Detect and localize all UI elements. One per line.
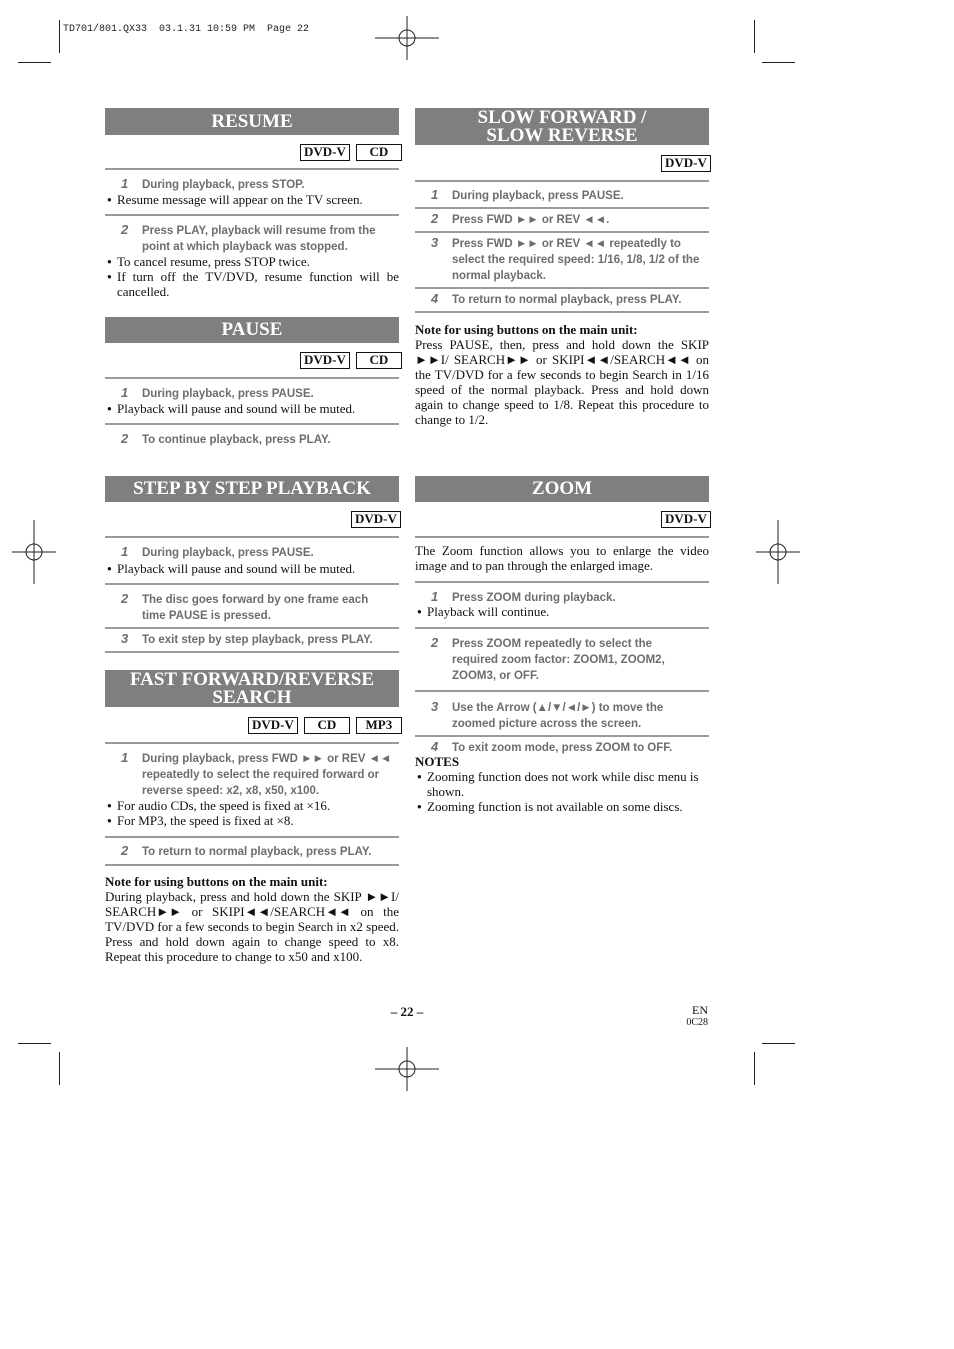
step-number: 3 (431, 699, 439, 714)
badge-dvd-v: DVD-V (661, 155, 711, 172)
step-number: 1 (121, 385, 129, 400)
registration-mark-icon (2, 520, 66, 584)
step-number: 1 (431, 589, 439, 604)
step-text: During playback, press PAUSE. (142, 388, 314, 400)
step-text: To return to normal playback, press PLAY. (452, 294, 682, 306)
divider (105, 836, 399, 838)
step-text: Use the Arrow (▲/▼/◄/►) to move the zoomed picture across the screen. (452, 702, 664, 730)
step-by-step-title: STEP BY STEP PLAYBACK (133, 478, 371, 499)
badge-dvd-v: DVD-V (300, 144, 350, 161)
slow-title-line1: SLOW FORWARD / (477, 106, 647, 128)
badge-mp3: MP3 (356, 717, 402, 734)
fast-title-line2: SEARCH (212, 686, 292, 708)
step-text: To return to normal playback, press PLAY. (142, 846, 372, 858)
bullet-item: ● Playback will continue. (427, 604, 709, 619)
step-number: 2 (431, 635, 439, 650)
divider (415, 287, 709, 289)
divider (105, 214, 399, 216)
divider (415, 207, 709, 209)
bullet-item: ● To cancel resume, press STOP twice. (117, 254, 399, 269)
step-text: To exit step by step playback, press PLAY. (142, 634, 373, 646)
badge-dvd-v: DVD-V (300, 352, 350, 369)
bullet-item: ● Playback will pause and sound will be muted. (117, 561, 399, 576)
divider (415, 311, 709, 313)
step-number: 3 (121, 631, 129, 646)
crop-mark (59, 1052, 60, 1085)
language-code: EN (692, 1003, 708, 1017)
zoom-header (415, 476, 709, 502)
slow-title-line2: SLOW REVERSE (486, 124, 638, 146)
divider (105, 627, 399, 629)
bullet-item: ● For audio CDs, the speed is fixed at ×16. (117, 798, 399, 813)
step-text: During playback, press STOP. (142, 179, 305, 191)
crop-mark (18, 1043, 51, 1044)
divider (415, 180, 709, 182)
divider (415, 536, 709, 538)
bullet-item: ● For MP3, the speed is fixed at ×8. (117, 813, 399, 828)
crop-mark (754, 1052, 755, 1085)
step-number: 1 (121, 176, 129, 191)
badge-cd: CD (304, 717, 350, 734)
step-text: During playback, press PAUSE. (142, 547, 314, 559)
divider (415, 581, 709, 583)
bullet-item: ● Zooming function is not available on some discs. (427, 799, 709, 814)
pause-header (105, 317, 399, 343)
resume-title: RESUME (211, 110, 293, 132)
step-number: 2 (121, 222, 129, 237)
bullet-item: ● Zooming function does not work while disc menu is shown. (427, 769, 709, 799)
bullet-item: ● Playback will pause and sound will be muted. (117, 401, 399, 416)
step-text: Press ZOOM repeatedly to select the required zoom factor: ZOOM1, ZOOM2, ZOOM3, or OFF. (452, 638, 665, 682)
step-text: Press FWD ►► or REV ◄◄. (452, 214, 610, 226)
crop-mark (762, 62, 795, 63)
divider (105, 742, 399, 744)
step-by-step-header (105, 476, 399, 502)
step-text: Press PLAY, playback will resume from the point at which playback was stopped. (142, 225, 376, 253)
crop-mark (59, 20, 60, 53)
step-number: 2 (121, 431, 129, 446)
crop-mark (754, 20, 755, 53)
divider (105, 377, 399, 379)
print-slug: TD701/801.QX33 03.1.31 10:59 PM Page 22 (63, 24, 310, 35)
step-text: The disc goes forward by one frame each time PAUSE is pressed. (142, 594, 369, 622)
fast-header (105, 670, 399, 707)
doc-code: 0C28 (686, 1017, 708, 1028)
step-number: 1 (121, 750, 129, 765)
crop-mark (762, 1043, 795, 1044)
badge-dvd-v: DVD-V (248, 717, 298, 734)
zoom-title: ZOOM (531, 478, 593, 499)
divider (105, 168, 399, 170)
step-text: Press ZOOM during playback. (452, 592, 616, 604)
step-number: 2 (431, 211, 439, 226)
step-by-step-badges (351, 511, 401, 528)
pause-badges (300, 352, 402, 369)
page-number: – 22 – (390, 1004, 424, 1019)
step-number: 4 (431, 291, 439, 306)
zoom-intro: The Zoom function allows you to enlarge the video image and to pan through the enlarged image. (415, 543, 709, 573)
bullet-item: ● If turn off the TV/DVD, resume function will be cancelled. (117, 269, 399, 299)
divider (105, 651, 399, 653)
registration-mark-icon (746, 520, 810, 584)
step-text: During playback, press PAUSE. (452, 190, 624, 202)
resume-header (105, 108, 399, 135)
badge-dvd-v: DVD-V (351, 511, 401, 528)
note-text: During playback, press and hold down the SKIP ►►I/ SEARCH►► or SKIPI◄◄/SEARCH◄◄ on the TV/DVD for a few seconds to begin Search in x2 speed. Press and hold down again to change speed to x8. Repeat this procedure to change to x50 and x100. (105, 889, 399, 964)
note-text: Press PAUSE, then, press and hold down the SKIP ►►I/ SEARCH►► or SKIPI◄◄/SEARCH◄◄ on the TV/DVD for a few seconds to begin Search in 1/16 speed of the normal playback. Press and hold down again to change speed to 1/8. Repeat this procedure to change to 1/2. (415, 337, 709, 427)
divider (415, 231, 709, 233)
divider (105, 583, 399, 585)
divider (415, 627, 709, 629)
divider (105, 536, 399, 538)
step-number: 4 (431, 739, 439, 754)
step-text: Press FWD ►► or REV ◄◄ repeatedly to select the required speed: 1/16, 1/8, 1/2 of the normal playback. (452, 238, 700, 282)
divider (105, 864, 399, 866)
badge-cd: CD (356, 144, 402, 161)
notes-title: NOTES (415, 754, 460, 769)
badge-dvd-v: DVD-V (661, 511, 711, 528)
fast-title-line1: FAST FORWARD/REVERSE (129, 668, 375, 690)
step-number: 3 (431, 235, 439, 250)
crop-mark (18, 62, 51, 63)
bullet-item: ● Resume message will appear on the TV screen. (117, 192, 399, 207)
step-text: To continue playback, press PLAY. (142, 434, 331, 446)
pause-title: PAUSE (221, 319, 283, 340)
step-text: During playback, press FWD ►► or REV ◄◄ repeatedly to select the required forward or reverse speed: x2, x8, x50, x100. (142, 753, 392, 797)
slow-header (415, 108, 709, 145)
divider (415, 690, 709, 692)
badge-cd: CD (356, 352, 402, 369)
fast-badges (248, 717, 402, 734)
zoom-badges (661, 511, 711, 528)
note-title: Note for using buttons on the main unit: (415, 322, 638, 337)
divider (105, 423, 399, 425)
note-title: Note for using buttons on the main unit: (105, 874, 328, 889)
step-number: 2 (121, 843, 129, 858)
divider (415, 735, 709, 737)
step-number: 1 (431, 187, 439, 202)
step-number: 2 (121, 591, 129, 606)
registration-mark-icon (375, 1037, 439, 1101)
step-number: 1 (121, 544, 129, 559)
step-text: To exit zoom mode, press ZOOM to OFF. (452, 742, 673, 754)
slow-badges (661, 155, 711, 172)
resume-badges (300, 144, 402, 161)
registration-mark-icon (375, 6, 439, 70)
